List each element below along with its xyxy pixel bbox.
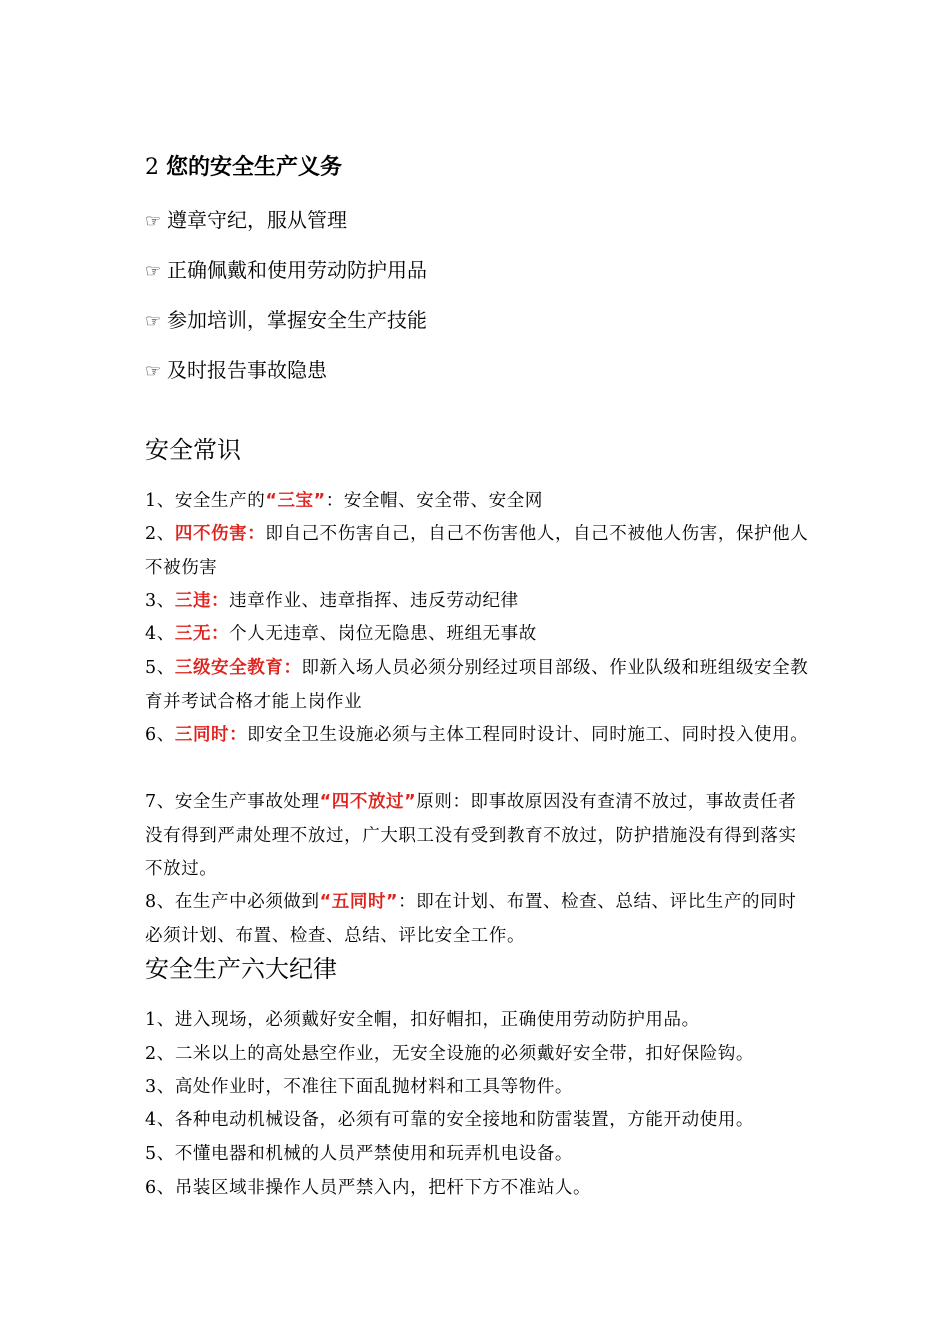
discipline-item: 6、吊装区域非操作人员严禁入内，把杆下方不准站人。 [145, 1178, 592, 1198]
item-prefix: 5、 [145, 658, 175, 678]
pointing-hand-icon: ☞ [145, 261, 162, 282]
common-sense-item [145, 518, 810, 585]
item-prefix: 4、 [145, 624, 175, 644]
duty-item-text: 参加培训，掌握安全生产技能 [167, 308, 427, 332]
item-rest: 即安全卫生设施必须与主体工程同时设计、同时施工、同时投入使用。 [247, 725, 809, 745]
discipline-item: 4、各种电动机械设备，必须有可靠的安全接地和防雷装置，方能开动使用。 [145, 1110, 755, 1130]
discipline-item: 5、不懂电器和机械的人员严禁使用和玩弄机电设备。 [145, 1144, 574, 1164]
common-sense-item [145, 585, 810, 619]
item-highlight: “五同时” [319, 892, 399, 912]
item-highlight: “三宝” [265, 491, 326, 511]
discipline-item: 2、二米以上的高处悬空作业，无安全设施的必须戴好安全带，扣好保险钩。 [145, 1044, 755, 1064]
item-rest: 即自己不伤害自己，自己不伤害他人，自己不被他人伤害，保护他人不被伤害 [145, 524, 809, 578]
duties-heading-text: 您的安全生产义务 [166, 155, 343, 180]
duties-heading [145, 153, 342, 183]
item-highlight: 三级安全教育： [174, 658, 302, 678]
common-sense-item [145, 719, 810, 753]
duty-item [145, 255, 427, 287]
item-prefix: 6、 [145, 725, 175, 745]
duty-item [145, 205, 347, 237]
item-highlight: 四不伤害： [174, 524, 266, 544]
item-rest: 即新入场人员必须分别经过项目部级、作业队级和班组级安全教育并考试合格才能上岗作业 [145, 658, 809, 712]
item-prefix: 1、安全生产的 [145, 491, 266, 511]
pointing-hand-icon: ☞ [145, 311, 162, 332]
duty-item [145, 305, 427, 337]
pointing-hand-icon: ☞ [145, 211, 162, 232]
item-rest: ：即在计划、布置、检查、总结、评比生产的同时必须计划、布置、检查、总结、评比安全工作。 [145, 892, 797, 946]
pointing-hand-icon: ☞ [145, 361, 162, 382]
discipline-item: 3、高处作业时，不准往下面乱抛材料和工具等物件。 [145, 1077, 574, 1097]
discipline-heading: 安全生产六大纪律 [145, 955, 337, 983]
duty-item-text: 正确佩戴和使用劳动防护用品 [167, 258, 427, 282]
item-rest: ：安全帽、安全带、安全网 [325, 491, 543, 511]
common-sense-heading: 安全常识 [145, 436, 241, 464]
common-sense-item [145, 618, 810, 652]
discipline-item: 1、进入现场，必须戴好安全帽，扣好帽扣，正确使用劳动防护用品。 [145, 1010, 700, 1030]
item-prefix: 8、在生产中必须做到 [145, 892, 320, 912]
item-highlight: 三无： [174, 624, 230, 644]
common-sense-item [145, 786, 810, 887]
common-sense-item [145, 886, 810, 953]
item-highlight: “四不放过” [319, 792, 417, 812]
duty-item-text: 及时报告事故隐患 [167, 358, 327, 382]
duty-item [145, 355, 327, 387]
item-highlight: 三同时： [174, 725, 248, 745]
item-highlight: 三违： [174, 591, 230, 611]
item-prefix: 2、 [145, 524, 175, 544]
duty-item-text: 遵章守纪，服从管理 [167, 208, 347, 232]
item-prefix: 7、安全生产事故处理 [145, 792, 320, 812]
item-rest: 违章作业、违章指挥、违反劳动纪律 [229, 591, 519, 611]
duties-heading-number: 2 [145, 155, 159, 180]
item-rest: 原则：即事故原因没有查清不放过，事故责任者没有得到严肃处理不放过，广大职工没有受到教育不放过，防护措施没有得到落实不放过。 [145, 792, 797, 879]
common-sense-item [145, 652, 810, 719]
common-sense-item [145, 485, 810, 519]
item-prefix: 3、 [145, 591, 175, 611]
item-rest: 个人无违章、岗位无隐患、班组无事故 [229, 624, 537, 644]
